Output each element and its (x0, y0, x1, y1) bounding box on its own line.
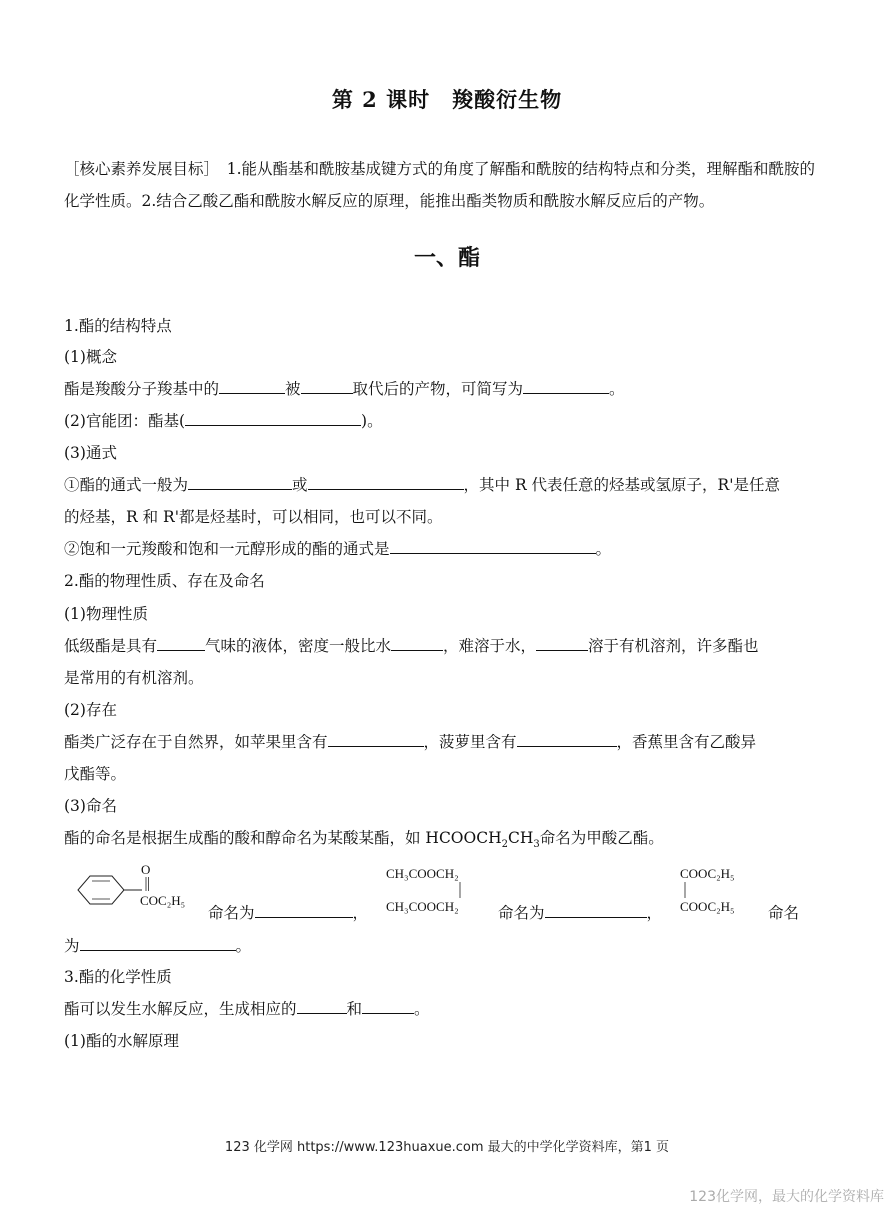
fill-blank[interactable] (157, 632, 205, 651)
fill-blank[interactable] (219, 375, 285, 394)
fill-blank[interactable] (545, 899, 647, 918)
ester-group-1: COC₂H₅ (140, 893, 186, 908)
name-label: (3)命名 (64, 797, 117, 815)
concept-text-c: 取代后的产物，可简写为 (352, 380, 524, 398)
heading-properties: 2.酯的物理性质、存在及命名 (64, 572, 265, 590)
f1-text-c: ，其中 R 代表任意的烃基或氢原子，R'是任意 (463, 476, 780, 494)
page-footer: 123 化学网 https://www.123huaxue.com 最大的中学化学资料库，第1 页 (224, 1140, 670, 1155)
name-text-b: CH (507, 829, 534, 847)
comma-1: ， (352, 904, 369, 922)
exist-line-1 (64, 726, 830, 758)
concept-line (64, 373, 830, 405)
exist-text-a: 酯类广泛存在于自然界，如苹果里含有 (64, 733, 328, 751)
named-as-3: 命名 (768, 904, 800, 922)
name-blank-line-2 (498, 897, 678, 929)
struct3-top: COOC₂H₅ (680, 866, 735, 881)
name-text-a: 酯的命名是根据生成酯的酸和醇命名为某酸某酯，如 HCOOCH (64, 829, 502, 847)
fill-blank[interactable] (188, 471, 292, 490)
formula-line-3 (64, 533, 830, 565)
exist-text-b: ，菠萝里含有 (423, 733, 517, 751)
fill-blank[interactable] (390, 535, 596, 554)
fill-blank[interactable] (523, 375, 609, 394)
wei-end: 。 (235, 937, 252, 955)
exist-text-c: ，香蕉里含有乙酸异 (616, 733, 757, 751)
name-sub-1: 2 (501, 839, 508, 851)
wei: 为 (64, 937, 80, 955)
f1-text-b: 或 (292, 476, 308, 494)
formula-label: (3)通式 (64, 444, 117, 462)
phys-text-c: ，难溶于水， (443, 637, 537, 655)
fill-blank[interactable] (517, 728, 617, 747)
struct2-bottom: CH₃COOCH₂ (386, 899, 459, 914)
formula-line-2: 的烃基，R 和 R'都是烃基时，可以相同，也可以不同。 (64, 508, 443, 526)
named-as-2: 命名为 (498, 904, 545, 922)
page-title (0, 84, 894, 114)
fill-blank[interactable] (328, 728, 424, 747)
lesson-label: 第 2 课时 (331, 87, 431, 112)
struct3-bond (683, 882, 687, 898)
core-goal-paragraph: ［核心素养发展目标］ 1.能从酯基和酰胺基成键方式的角度了解酯和酰胺的结构特点和分类，理解酯和酰胺的化学性质。2.结合乙酸乙酯和酰胺水解反应的原理，能推出酯类物质和酰胺水解反应后的产物。 (64, 160, 816, 210)
heading-chemical: 3.酯的化学性质 (64, 968, 172, 986)
fill-blank[interactable] (255, 899, 353, 918)
section-heading: 一、酯 (413, 245, 480, 271)
phys-text-a: 低级酯是具有 (64, 637, 158, 655)
comma-2: ， (646, 904, 663, 922)
phys-line-2: 是常用的有机溶剂。 (64, 669, 204, 687)
watermark: 123化学网，最大的化学资料库 (689, 1189, 884, 1205)
name-blank-line-1 (208, 897, 388, 929)
struct2-top: CH₃COOCH₂ (386, 866, 459, 881)
fill-blank[interactable] (185, 407, 361, 426)
f2-end: 。 (595, 540, 612, 558)
fg-text-b: )。 (361, 412, 383, 430)
name-text-c: 命名为甲酸乙酯。 (539, 829, 664, 847)
heading-structure: 1.酯的结构特点 (64, 317, 172, 335)
chem-text-a: 酯可以发生水解反应，生成相应的 (64, 1000, 297, 1018)
struct3-bottom: COOC₂H₅ (680, 899, 735, 914)
phys-label: (1)物理性质 (64, 605, 148, 623)
concept-text-a: 酯是羧酸分子羧基中的 (64, 380, 220, 398)
phys-line-1 (64, 630, 830, 662)
concept-end: 。 (609, 380, 625, 398)
lesson-topic: 羧酸衍生物 (452, 87, 563, 112)
chem-line (64, 993, 830, 1025)
fill-blank[interactable] (297, 995, 347, 1014)
fg-text-a: (2)官能团：酯基( (64, 412, 186, 430)
chem-text-b: 和 (346, 1000, 363, 1018)
name-sub-2: 3 (533, 839, 540, 851)
f1-text-a: ①酯的通式一般为 (64, 476, 189, 494)
name-blank-line-3 (64, 930, 830, 962)
exist-label: (2)存在 (64, 701, 117, 719)
fill-blank[interactable] (362, 995, 414, 1014)
fill-blank[interactable] (308, 471, 464, 490)
carbonyl-oxygen: O (141, 862, 151, 877)
carbonyl-bond (144, 877, 150, 891)
fill-blank[interactable] (301, 375, 353, 394)
fill-blank[interactable] (536, 632, 588, 651)
hydrolysis-label: (1)酯的水解原理 (64, 1032, 179, 1050)
concept-label: (1)概念 (64, 348, 117, 366)
struct2-bond (458, 882, 462, 898)
name-line (64, 822, 830, 861)
formula-line-1 (64, 469, 830, 501)
exist-line-2: 戊酯等。 (64, 765, 127, 783)
chem-end: 。 (414, 1000, 430, 1018)
named-as-1: 命名为 (208, 904, 255, 922)
f2-text-a: ②饱和一元羧酸和饱和一元醇形成的酯的通式是 (64, 540, 390, 558)
concept-text-b: 被 (285, 380, 301, 398)
phys-text-d: 溶于有机溶剂，许多酯也 (588, 637, 759, 655)
functional-group-line (64, 405, 830, 437)
phys-text-b: 气味的液体，密度一般比水 (205, 637, 392, 655)
fill-blank[interactable] (391, 632, 443, 651)
benzene-ring-structure (70, 864, 150, 914)
fill-blank[interactable] (80, 932, 236, 951)
